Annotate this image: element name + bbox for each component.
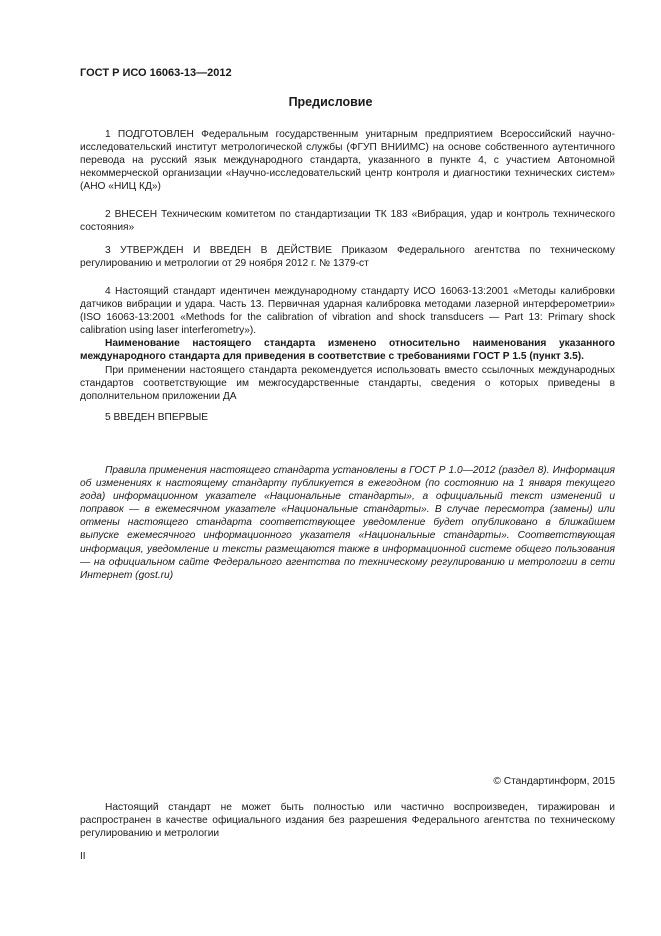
document-header: ГОСТ Р ИСО 16063-13—2012 <box>80 67 232 79</box>
page-title: Предисловие <box>288 95 373 109</box>
application-notice <box>80 464 615 582</box>
section-4-extra-text: При применении настоящего стандарта рекомендуется использовать вместо ссылочных международных стандартов соответствующие им межгосударственные стандарты, сведения о которых приведены в дополнительном приложении ДА <box>80 364 615 402</box>
section-2-text: 2 ВНЕСЕН Техническим комитетом по стандартизации ТК 183 «Вибрация, удар и контроль технического состояния» <box>80 209 615 234</box>
section-1-text: 1 ПОДГОТОВЛЕН Федеральным государственным унитарным предприятием Всероссийский научно-исследовательский институт метрологической службы (ФГУП ВНИИМС) на основе собственного аутентичного перевода на русский язык международного стандарта, указанного в пункте 4, с участием Автономной некоммерческой организации «Научно-исследовательский центр контроля и диагностики технических систем» (АНО «НИЦ КД») <box>80 129 615 193</box>
section-4 <box>80 285 615 403</box>
application-notice-text: Правила применения настоящего стандарта установлены в ГОСТ Р 1.0—2012 (раздел 8). Информация об изменениях к настоящему стандарту публикуется в ежегодном (по состоянию на 1 января текущего года) информационном указателе «Национальные стандарты», а официальный текст изменений и поправок — в ежемесячном указателе «Национальные стандарты». В случае пересмотра (замены) или отмены настоящего стандарта соответствующее уведомление будет опубликовано в ближайшем выпуске ежемесячного информационного указателя «Национальные стандарты». Соответствующая информация, уведомление и тексты размещаются также в информационной системе общего пользования — на официальном сайте Федерального агентства по техническому регулированию и метрологии в сети Интернет (gost.ru) <box>80 465 615 581</box>
copyright: © Стандартинформ, 2015 <box>493 776 615 787</box>
reproduction-notice <box>80 801 615 840</box>
section-5-text: 5 ВВЕДЕН ВПЕРВЫЕ <box>105 412 209 423</box>
section-5 <box>80 411 615 424</box>
section-2 <box>80 208 615 234</box>
reproduction-notice-text: Настоящий стандарт не может быть полностью или частично воспроизведен, тиражирован и распространен в качестве официального издания без разрешения Федерального агентства по техническому регулированию и метрологии <box>80 802 615 840</box>
section-1 <box>80 128 615 193</box>
section-3-text: 3 УТВЕРЖДЕН И ВВЕДЕН В ДЕЙСТВИЕ Приказом Федерального агентства по техническому регулированию и метрологии от 29 ноября 2012 г. № 1379-ст <box>80 245 615 270</box>
section-4-bold-note: Наименование настоящего стандарта изменено относительно наименования указанного международного стандарта для приведения в соответствие с требованиями ГОСТ Р 1.5 (пункт 3.5). <box>80 338 615 363</box>
section-3 <box>80 244 615 270</box>
section-4-text: 4 Настоящий стандарт идентичен международному стандарту ИСО 16063-13:2001 «Методы калибровки датчиков вибрации и удара. Часть 13. Первичная ударная калибровка методами лазерной интерферометрии» (ISO 16063-13:2001 «Methods for the calibration of vibration and shock transducers — Part 13: Primary shock calibration using laser interferometry»). <box>80 286 615 337</box>
page-number: II <box>80 851 86 862</box>
